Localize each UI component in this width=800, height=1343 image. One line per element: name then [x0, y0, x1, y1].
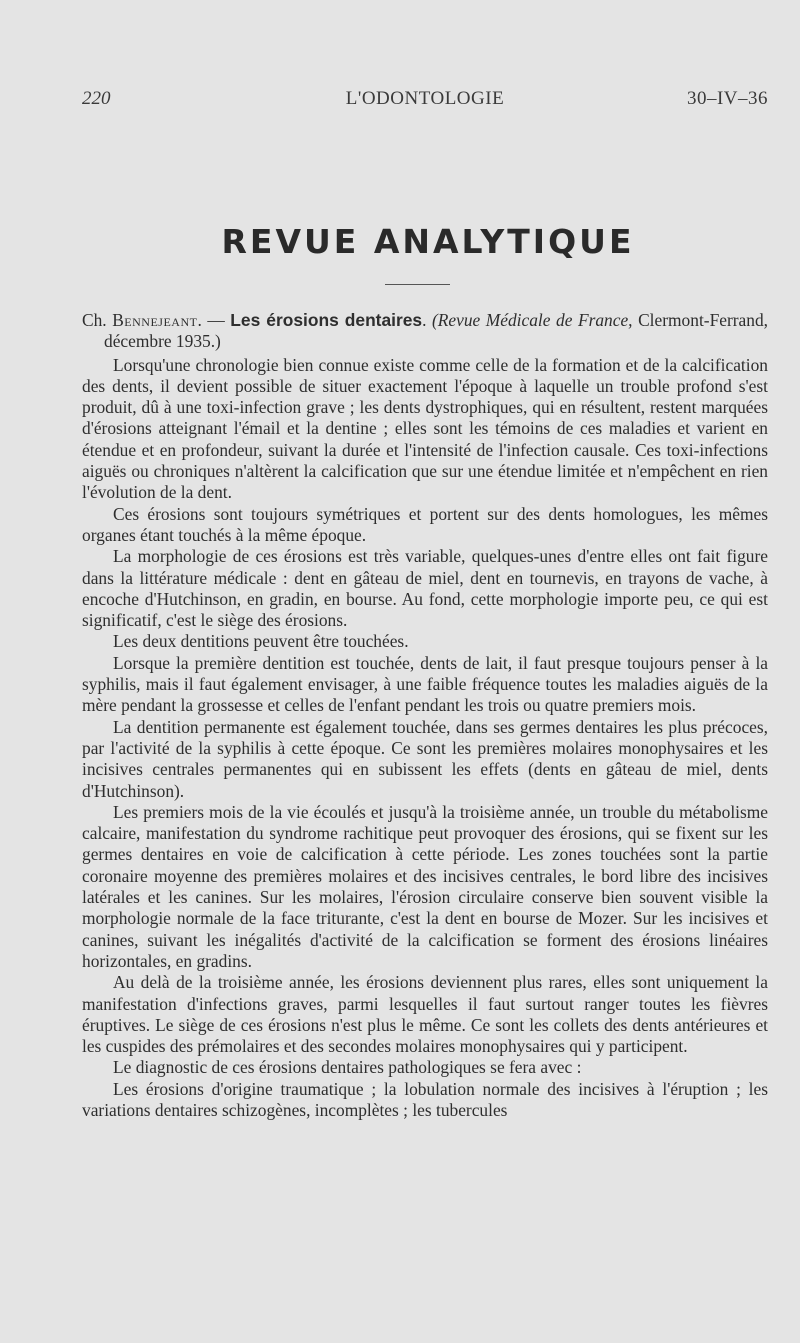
paragraph: Au delà de la troisième année, les érosions deviennent plus rares, elles sont uniquement la manifestation d'infections graves, parmi lesquelles il faut surtout ranger toutes les fièvres éruptives. Le siège de ces érosions n'est plus le même. Ce sont les collets des dents antérieures et les cuspides des prémolaires et des secondes molaires monophysaires qui y participent. [82, 972, 768, 1057]
running-header [82, 88, 768, 116]
title-divider [385, 284, 450, 285]
paragraph: La morphologie de ces érosions est très variable, quelques-unes d'entre elles ont fait figure dans la littérature médicale : dent en gâteau de miel, dent en tournevis, en trayons de vache, à encoche d'Hutchinson, en gradin, en bourse. Au fond, cette morphologie importe peu, ce qui est significatif, c'est le siège des érosions. [82, 546, 768, 631]
paragraph: Les érosions d'origine traumatique ; la lobulation normale des incisives à l'éruption ; les variations dentaires schizogènes, incomplètes ; les tubercules [82, 1078, 768, 1120]
citation-separator: . [422, 310, 432, 330]
author-initial: Ch. [82, 310, 107, 330]
page-number: 220 [82, 88, 111, 109]
paragraph: Ces érosions sont toujours symétriques et portent sur des dents homologues, les mêmes organes étant touchés à la même époque. [82, 503, 768, 545]
paragraph: La dentition permanente est également touchée, dans ses germes dentaires les plus précoces, par l'activité de la syphilis à cette époque. Ce sont les premières molaires monophysaires et les incisives centrales permanentes qui en subissent les effets (dents en gâteau de miel, dents d'Hutchinson). [82, 716, 768, 801]
author-name: Bennejeant [112, 310, 198, 330]
paragraph: Le diagnostic de ces érosions dentaires pathologiques se fera avec : [113, 1057, 582, 1078]
source-place-date: Clermont-Ferrand, décembre 1935.) [104, 310, 768, 352]
paragraph: Lorsque la première dentition est touchée, dents de lait, il faut presque toujours penser à la syphilis, mais il faut également envisager, à une faible fréquence toutes les maladies aiguës de la mère pendant la grossesse et celles de l'enfant pendant les trois ou quatre premiers mois. [82, 652, 768, 716]
paragraph: Les premiers mois de la vie écoulés et jusqu'à la troisième année, un trouble du métabolisme calcaire, manifestation du syndrome rachitique peut provoquer des érosions, qui se fixent sur les germes dentaires en voie de calcification à cette période. Les zones touchées sont la partie coronaire moyenne des premières molaires et des incisives centrales, le bord libre des incisives latérales et les canines. Sur les molaires, l'érosion circulaire conserve bien souvent visible la morphologie normale de la face triturante, c'est la dent en bourse de Mozer. Sur les incisives et canines, suivant les inégalités d'activité de la calcification se forment des érosions linéaires horizontales, en gradins. [82, 801, 768, 971]
paragraph: Les deux dentitions peuvent être touchées. [113, 631, 409, 652]
citation-dash: . — [197, 310, 231, 330]
issue-date: 30–IV–36 [686, 88, 768, 109]
paragraph: Lorsqu'une chronologie bien connue existe comme celle de la formation et de la calcification des dents, il devient possible de situer exactement l'époque à laquelle un trouble profond s'est produit, dû à une toxi-infection grave ; les dents dystrophiques, qui en résultent, restent marquées d'érosions atteignant l'émail et la dentine ; elles sont les témoins de ces maladies et varient en étendue et en profondeur, suivant la durée et l'intensité de l'infection causale. Ces toxi-infections aiguës ou chroniques n'altèrent la calcification que sur une étendue limitée et n'empêchent en rien l'évolution de la dent. [82, 354, 768, 503]
source-journal: (Revue Médicale de France, [431, 310, 633, 330]
citation [82, 310, 768, 353]
section-title: REVUE ANALYTIQUE [221, 222, 635, 261]
article-body [82, 310, 768, 1121]
journal-name: L'ODONTOLOGIE [345, 88, 505, 109]
article-title: Les érosions dentaires [230, 310, 423, 330]
